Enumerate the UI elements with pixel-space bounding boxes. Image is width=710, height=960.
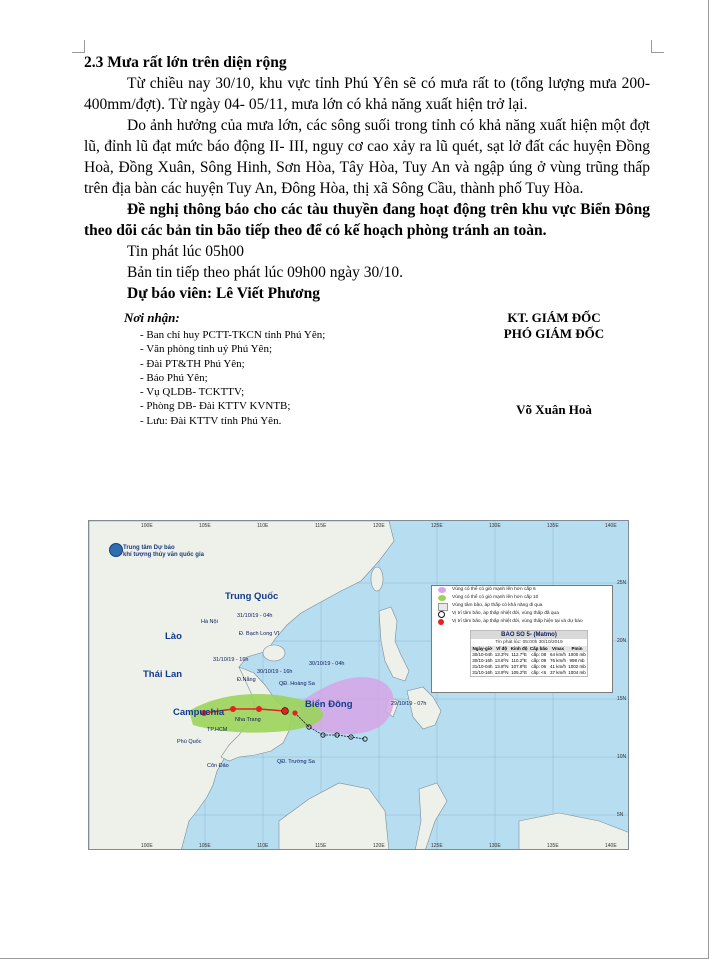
- tick-bottom: 135E: [547, 843, 559, 849]
- tick-top: 110E: [257, 523, 269, 529]
- label-time-5: 29/10/19 - 07h: [391, 701, 427, 707]
- label-condao: Côn Đảo: [207, 763, 229, 769]
- label-thailand: Thái Lan: [143, 669, 183, 680]
- label-hanoi: Hà Nội: [201, 619, 218, 625]
- tick-top: 100E: [141, 523, 153, 529]
- recipient-item: - Vụ QLDB- TCKTTV;: [140, 385, 325, 399]
- tick-top: 120E: [373, 523, 385, 529]
- organization-name: Trung tâm Dự báo khí tượng thủy văn quốc gia: [123, 545, 204, 558]
- tick-right: 20N: [617, 638, 627, 644]
- bulletin-table-box: [470, 630, 588, 677]
- kttv-logo-icon: [109, 543, 123, 557]
- next-bulletin: Bản tin tiếp theo phát lúc 09h00 ngày 30/10.: [127, 264, 403, 281]
- label-bachlongvi: Đ. Bạch Long Vĩ: [239, 631, 280, 637]
- tick-bottom: 140E: [605, 843, 617, 849]
- tick-right: 25N: [617, 580, 627, 586]
- bulletin-subtitle: Tin phát lúc: 05:00h 30/10/2019: [495, 640, 563, 645]
- label-cambodia: Campuchia: [173, 707, 225, 718]
- legend-item: Vùng tâm bão, áp thấp có khả năng đi qua: [432, 602, 612, 610]
- paragraph-rain: Từ chiều nay 30/10, khu vực tỉnh Phú Yên sẽ có mưa rất to (tổng lượng mưa 200- 400mm/đợt). Từ ngày 04- 05/11, mưa lớn có khả năng xuất hiện trở lại.: [84, 75, 650, 113]
- tick-top: 105E: [199, 523, 211, 529]
- table-row: 30/10-04h 13.3ºN 112.7ºE cấp: 08 64 km/h 1000 mb: [472, 652, 586, 657]
- recipient-item: - Đài PT&TH Phú Yên;: [140, 357, 325, 371]
- label-time-3: 30/10/19 - 16h: [257, 669, 293, 675]
- label-china: Trung Quốc: [225, 591, 279, 602]
- tick-top: 125E: [431, 523, 443, 529]
- tick-top: 115E: [315, 523, 327, 529]
- label-danang: Đ.Nẵng: [237, 677, 256, 683]
- table-row: 31/10-04h 13.8ºN 107.8ºE cấp: 06 41 km/h 1002 mb: [472, 664, 586, 669]
- recipients-list: [140, 328, 325, 428]
- legend-past-position-icon: [438, 611, 445, 618]
- label-time-1: 31/10/19 - 04h: [237, 613, 273, 619]
- tick-bottom: 130E: [489, 843, 501, 849]
- tick-top: 140E: [605, 523, 617, 529]
- tick-right: 10N: [617, 754, 627, 760]
- tick-top: 135E: [547, 523, 559, 529]
- legend-purple-area-icon: [438, 587, 446, 593]
- recipient-item: - Văn phòng tỉnh uỷ Phú Yên;: [140, 342, 325, 356]
- signer-title: [474, 310, 634, 342]
- recipient-item: - Lưu: Đài KTTV tỉnh Phú Yên.: [140, 414, 325, 428]
- map-legend: [431, 585, 613, 693]
- legend-item: Vùng có thể có gió mạnh lên hơn cấp 10: [432, 594, 612, 602]
- legend-forecast-position-icon: [438, 619, 444, 625]
- legend-item: Vị trí tâm bão, áp thấp nhiệt đới, vùng thấp hiện tại và dự báo: [432, 618, 612, 626]
- label-time-2: 31/10/19 - 16h: [213, 657, 249, 663]
- section-title: 2.3 Mưa rất lớn trên diện rộng: [84, 54, 287, 71]
- legend-item: Vùng có thể có gió mạnh lên hơn cấp 6: [432, 586, 612, 594]
- paragraph-warning: Đề nghị thông báo cho các tàu thuyền đang hoạt động trên khu vực Biển Đông theo dõi các bản tin bão tiếp theo để có kế hoạch phòng tránh an toàn.: [84, 201, 650, 239]
- paragraph-flood: Do ảnh hưởng của mưa lớn, các sông suối trong tỉnh có khả năng xuất hiện một đợt lũ, đỉnh lũ đạt mức báo động II- III, nguy cơ cao xảy ra lũ quét, sạt lở đất các huyện Đồng Hoà, Đồng Xuân, Sông Hinh, Sơn Hòa, Tây Hòa, Tuy An và ngập úng ở vùng trũng thấp trên địa bàn các huyện Tuy An, Đông Hòa, thị xã Sông Cầu, thành phố Tuy Hòa.: [84, 117, 650, 197]
- island-taiwan: [371, 567, 383, 591]
- bulletin-title: BAO SO 5- (Matmo): [471, 631, 587, 639]
- table-row: 30/10-16h 13.6ºN 110.2ºE cấp: 09 76 km/h 998 mb: [472, 658, 585, 663]
- issue-time: Tin phát lúc 05h00: [127, 243, 244, 260]
- recipient-item: - Phòng DB- Đài KTTV KVNTB;: [140, 399, 325, 413]
- label-east-sea: Biển Đông: [305, 699, 353, 710]
- tick-bottom: 110E: [257, 843, 269, 849]
- label-laos: Lào: [165, 631, 182, 642]
- legend-item: Vị trí tâm bão, áp thấp nhiệt đới, vùng thấp đã qua: [432, 610, 612, 618]
- tick-top: 130E: [489, 523, 501, 529]
- table-row: 31/10-16h 13.9ºN 105.2ºE cấp: <6 37 km/h 1004 mb: [472, 670, 586, 675]
- recipient-item: - Ban chỉ huy PCTT-TKCN tỉnh Phú Yên;: [140, 328, 325, 342]
- label-truongsa: QĐ. Trường Sa: [277, 759, 315, 765]
- margin-corner-right: [651, 40, 664, 53]
- tick-right: 5N: [617, 812, 624, 818]
- forecaster: Dự báo viên: Lê Viết Phương: [127, 285, 320, 302]
- signature-area: [84, 310, 650, 427]
- island-hainan: [263, 645, 285, 661]
- legend-green-area-icon: [438, 595, 446, 601]
- tick-bottom: 120E: [373, 843, 385, 849]
- recipient-item: - Báo Phú Yên;: [140, 371, 325, 385]
- tick-bottom: 105E: [199, 843, 211, 849]
- label-phuquoc: Phú Quốc: [177, 739, 202, 745]
- tick-bottom: 100E: [141, 843, 153, 849]
- tick-bottom: 115E: [315, 843, 327, 849]
- tick-bottom: 125E: [431, 843, 443, 849]
- bulletin-table: [471, 646, 587, 676]
- label-hoangsa: QĐ. Hoàng Sa: [279, 681, 315, 687]
- label-time-4: 30/10/19 - 04h: [309, 661, 345, 667]
- island-sulawesi: [415, 783, 447, 850]
- island-borneo: [279, 783, 389, 850]
- storm-track-map: [88, 520, 629, 850]
- table-header-row: Ngày-giờ Vĩ độ Kinh độ Cấp bão Vmax Pmin: [471, 646, 587, 652]
- recipients-title: Nơi nhận:: [124, 310, 180, 325]
- signer-line-1: KT. GIÁM ĐỐC: [507, 310, 601, 325]
- signer-line-2: PHÓ GIÁM ĐỐC: [503, 326, 605, 341]
- tick-right: 15N: [617, 696, 627, 702]
- document-body: [84, 52, 650, 427]
- label-nhatrang: Nha Trang: [235, 717, 261, 723]
- signer-name: Võ Xuân Hoà: [516, 402, 592, 417]
- label-hcm: TP.HCM: [207, 727, 228, 733]
